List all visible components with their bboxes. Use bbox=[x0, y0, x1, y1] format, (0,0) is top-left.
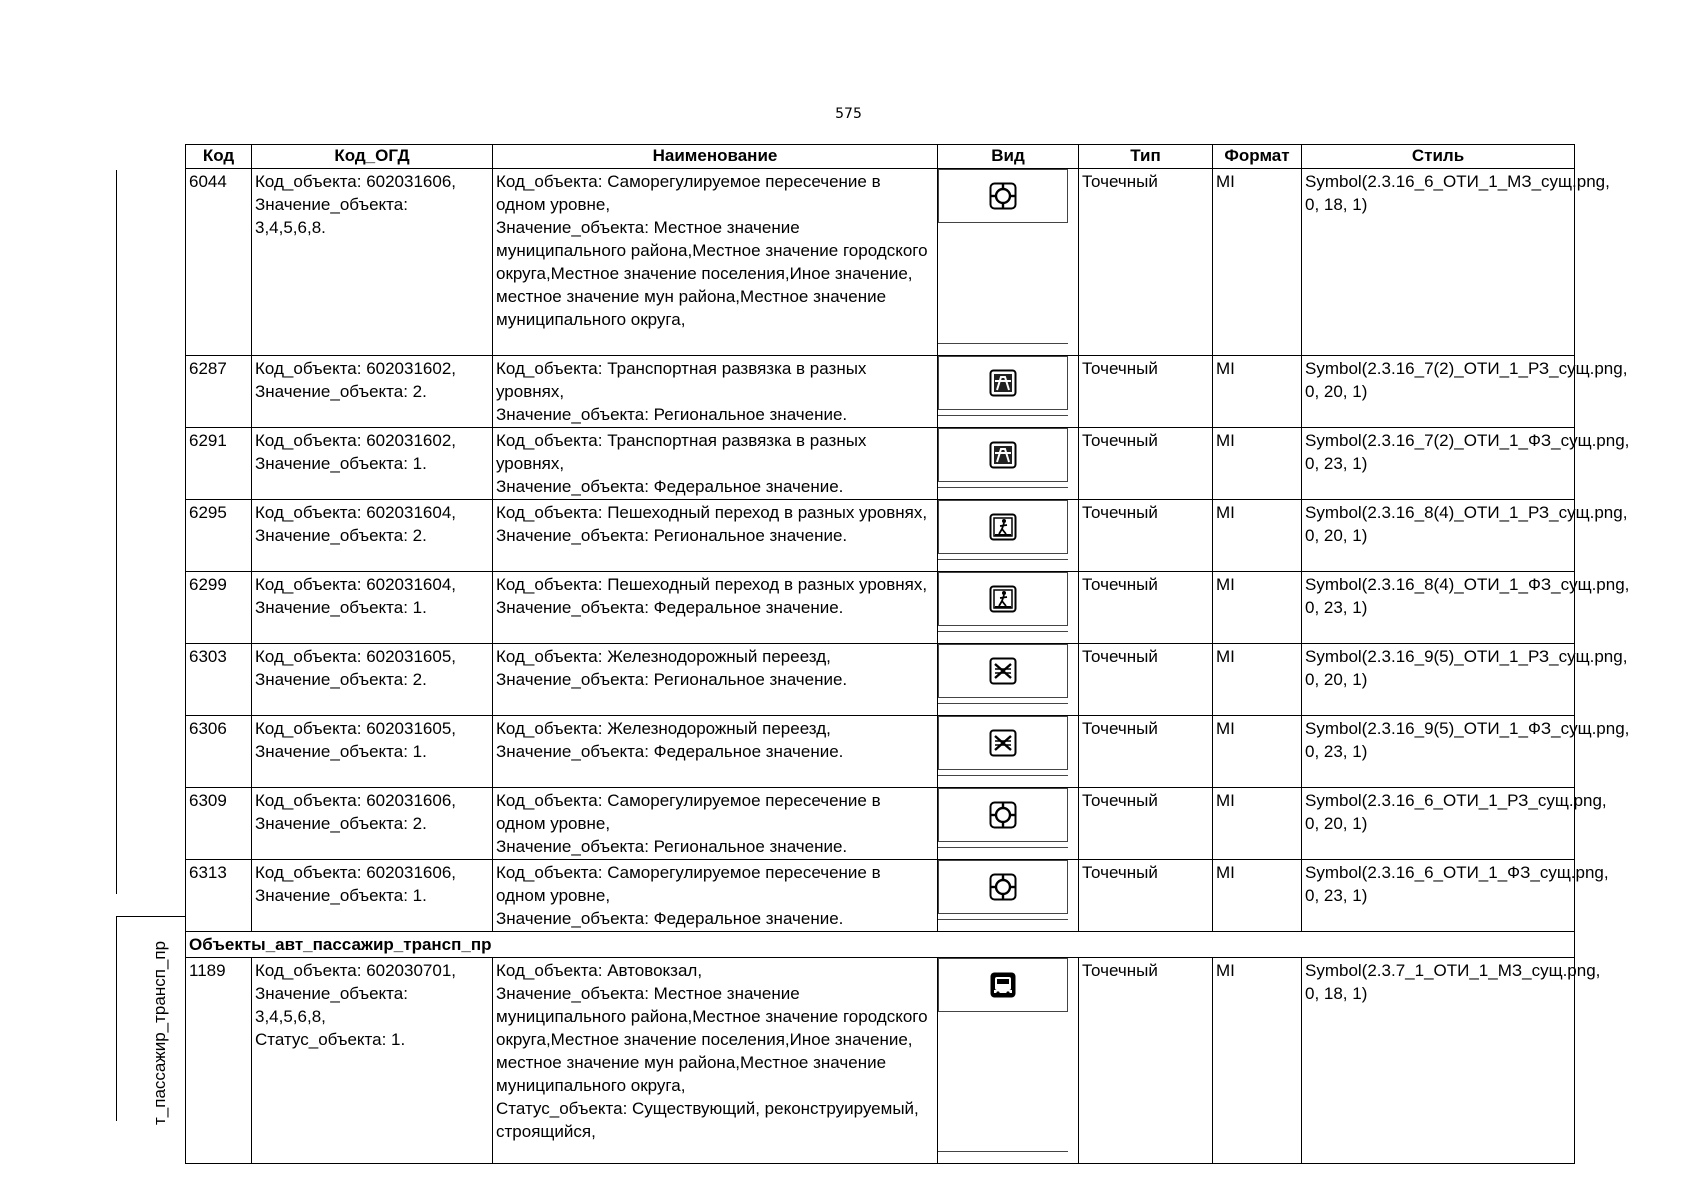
symbol-frame-divider bbox=[938, 775, 1068, 776]
table-row bbox=[186, 860, 1575, 932]
symbol-frame bbox=[938, 428, 1068, 482]
page-number: 575 bbox=[835, 106, 862, 122]
symbol-frame bbox=[938, 716, 1068, 770]
row-format: MI bbox=[1213, 716, 1302, 788]
roundabout-icon bbox=[989, 873, 1017, 901]
railway-crossing-icon bbox=[989, 657, 1017, 685]
col-header: Код bbox=[186, 145, 252, 169]
row-name: Код_объекта: Транспортная развязка в разных уровнях, Значение_объекта: Федеральное значение. bbox=[493, 428, 938, 500]
symbol-frame-divider bbox=[938, 847, 1068, 848]
symbol-frame-divider bbox=[938, 343, 1068, 344]
row-ogd: Код_объекта: 602031604, Значение_объекта: 1. bbox=[252, 572, 493, 644]
row-type: Точечный bbox=[1079, 788, 1213, 860]
row-view bbox=[938, 428, 1079, 500]
row-style: Symbol(2.3.16_6_ОТИ_1_ФЗ_сущ.png, 0, 23, 1) bbox=[1302, 860, 1575, 932]
symbol-frame bbox=[938, 860, 1068, 914]
symbol-frame bbox=[938, 572, 1068, 626]
row-format: MI bbox=[1213, 958, 1302, 1164]
row-type: Точечный bbox=[1079, 860, 1213, 932]
row-code: 6295 bbox=[186, 500, 252, 572]
table-row bbox=[186, 644, 1575, 716]
pedestrian-crossing-icon bbox=[989, 513, 1017, 541]
table-row bbox=[186, 356, 1575, 428]
table-row bbox=[186, 716, 1575, 788]
pedestrian-crossing-icon bbox=[989, 585, 1017, 613]
row-name: Код_объекта: Пешеходный переход в разных уровнях, Значение_объекта: Федеральное значение. bbox=[493, 572, 938, 644]
row-type: Точечный bbox=[1079, 644, 1213, 716]
row-style: Symbol(2.3.16_7(2)_ОТИ_1_РЗ_сущ.png, 0, 20, 1) bbox=[1302, 356, 1575, 428]
col-header: Формат bbox=[1213, 145, 1302, 169]
table-row bbox=[186, 572, 1575, 644]
row-name: Код_объекта: Железнодорожный переезд, Значение_объекта: Федеральное значение. bbox=[493, 716, 938, 788]
row-format: MI bbox=[1213, 860, 1302, 932]
col-header: Наименование bbox=[493, 145, 938, 169]
row-view bbox=[938, 572, 1079, 644]
row-type: Точечный bbox=[1079, 716, 1213, 788]
row-name: Код_объекта: Саморегулируемое пересечение в одном уровне, Значение_объекта: Федеральное значение. bbox=[493, 860, 938, 932]
row-format: MI bbox=[1213, 428, 1302, 500]
row-view bbox=[938, 644, 1079, 716]
row-ogd: Код_объекта: 602030701, Значение_объекта: 3,4,5,6,8, Статус_объекта: 1. bbox=[252, 958, 493, 1164]
row-ogd: Код_объекта: 602031605, Значение_объекта: 2. bbox=[252, 644, 493, 716]
col-header: Код_ОГД bbox=[252, 145, 493, 169]
row-style: Symbol(2.3.16_9(5)_ОТИ_1_РЗ_сущ.png, 0, 20, 1) bbox=[1302, 644, 1575, 716]
symbol-frame-divider bbox=[938, 1151, 1068, 1152]
railway-crossing-icon bbox=[989, 729, 1017, 757]
symbol-frame-divider bbox=[938, 703, 1068, 704]
symbol-frame bbox=[938, 958, 1068, 1012]
row-name: Код_объекта: Саморегулируемое пересечение в одном уровне, Значение_объекта: Региональное значение. bbox=[493, 788, 938, 860]
row-ogd: Код_объекта: 602031606, Значение_объекта: 3,4,5,6,8. bbox=[252, 169, 493, 356]
row-type: Точечный bbox=[1079, 572, 1213, 644]
group-header-row bbox=[186, 932, 1575, 958]
symbol-frame bbox=[938, 500, 1068, 554]
symbol-frame bbox=[938, 644, 1068, 698]
row-format: MI bbox=[1213, 644, 1302, 716]
row-name: Код_объекта: Железнодорожный переезд, Значение_объекта: Региональное значение. bbox=[493, 644, 938, 716]
row-style: Symbol(2.3.16_6_ОТИ_1_РЗ_сущ.png, 0, 20, 1) bbox=[1302, 788, 1575, 860]
row-code: 6313 bbox=[186, 860, 252, 932]
row-code: 6287 bbox=[186, 356, 252, 428]
symbol-frame bbox=[938, 788, 1068, 842]
row-code: 6309 bbox=[186, 788, 252, 860]
row-format: MI bbox=[1213, 169, 1302, 356]
table-header-row bbox=[186, 145, 1575, 169]
table-row bbox=[186, 958, 1575, 1164]
symbol-frame-divider bbox=[938, 919, 1068, 920]
row-ogd: Код_объекта: 602031605, Значение_объекта: 1. bbox=[252, 716, 493, 788]
row-name: Код_объекта: Автовокзал, Значение_объекта: Местное значение муниципального района,Местное значение городского округа,Местное значение поселения,Иное значение, местное значение мун района,Местное значение муниципального округа, Статус_объекта: Существующий, реконструируемый, строящийся, bbox=[493, 958, 938, 1164]
row-ogd: Код_объекта: 602031602, Значение_объекта: 1. bbox=[252, 428, 493, 500]
row-code: 1189 bbox=[186, 958, 252, 1164]
row-name: Код_объекта: Транспортная развязка в разных уровнях, Значение_объекта: Региональное значение. bbox=[493, 356, 938, 428]
roundabout-icon bbox=[989, 801, 1017, 829]
row-code: 6291 bbox=[186, 428, 252, 500]
row-name: Код_объекта: Пешеходный переход в разных уровнях, Значение_объекта: Региональное значение. bbox=[493, 500, 938, 572]
col-header: Тип bbox=[1079, 145, 1213, 169]
row-style: Symbol(2.3.16_6_ОТИ_1_МЗ_сущ.png, 0, 18, 1) bbox=[1302, 169, 1575, 356]
row-code: 6299 bbox=[186, 572, 252, 644]
row-code: 6044 bbox=[186, 169, 252, 356]
row-style: Symbol(2.3.16_8(4)_ОТИ_1_РЗ_сущ.png, 0, 20, 1) bbox=[1302, 500, 1575, 572]
row-type: Точечный bbox=[1079, 356, 1213, 428]
left-margin-rule bbox=[116, 170, 117, 894]
row-ogd: Код_объекта: 602031606, Значение_объекта: 2. bbox=[252, 788, 493, 860]
row-ogd: Код_объекта: 602031602, Значение_объекта: 2. bbox=[252, 356, 493, 428]
interchange-icon bbox=[989, 369, 1017, 397]
table-row bbox=[186, 500, 1575, 572]
roundabout-icon bbox=[989, 182, 1017, 210]
row-style: Symbol(2.3.16_8(4)_ОТИ_1_ФЗ_сущ.png, 0, 23, 1) bbox=[1302, 572, 1575, 644]
row-type: Точечный bbox=[1079, 958, 1213, 1164]
symbols-table bbox=[185, 144, 1630, 1164]
row-view bbox=[938, 169, 1079, 356]
col-header: Стиль bbox=[1302, 145, 1575, 169]
row-view bbox=[938, 500, 1079, 572]
row-format: MI bbox=[1213, 788, 1302, 860]
row-view bbox=[938, 356, 1079, 428]
row-ogd: Код_объекта: 602031606, Значение_объекта: 1. bbox=[252, 860, 493, 932]
row-format: MI bbox=[1213, 500, 1302, 572]
group-title: Объекты_авт_пассажир_трансп_пр bbox=[186, 932, 1575, 958]
symbol-frame bbox=[938, 356, 1068, 410]
row-format: MI bbox=[1213, 572, 1302, 644]
side-section-label: т_пассажир_трансп_пр bbox=[150, 940, 169, 1125]
col-header: Вид bbox=[938, 145, 1079, 169]
symbol-frame-divider bbox=[938, 487, 1068, 488]
row-style: Symbol(2.3.16_9(5)_ОТИ_1_ФЗ_сущ.png, 0, 23, 1) bbox=[1302, 716, 1575, 788]
row-format: MI bbox=[1213, 356, 1302, 428]
row-code: 6303 bbox=[186, 644, 252, 716]
row-ogd: Код_объекта: 602031604, Значение_объекта: 2. bbox=[252, 500, 493, 572]
row-type: Точечный bbox=[1079, 500, 1213, 572]
row-name: Код_объекта: Саморегулируемое пересечение в одном уровне, Значение_объекта: Местное значение муниципального района,Местное значение городского округа,Местное значение поселения,Иное значение, местное значение мун района,Местное значение муниципального округа, bbox=[493, 169, 938, 356]
row-type: Точечный bbox=[1079, 428, 1213, 500]
bus-station-icon bbox=[989, 971, 1017, 999]
row-view bbox=[938, 860, 1079, 932]
row-type: Точечный bbox=[1079, 169, 1213, 356]
symbol-frame-divider bbox=[938, 559, 1068, 560]
table-row bbox=[186, 169, 1575, 356]
row-view bbox=[938, 716, 1079, 788]
table-row bbox=[186, 428, 1575, 500]
row-style: Symbol(2.3.16_7(2)_ОТИ_1_ФЗ_сущ.png, 0, 23, 1) bbox=[1302, 428, 1575, 500]
row-style: Symbol(2.3.7_1_ОТИ_1_МЗ_сущ.png, 0, 18, 1) bbox=[1302, 958, 1575, 1164]
symbol-frame-divider bbox=[938, 415, 1068, 416]
interchange-icon bbox=[989, 441, 1017, 469]
symbol-frame-divider bbox=[938, 631, 1068, 632]
row-code: 6306 bbox=[186, 716, 252, 788]
table-row bbox=[186, 788, 1575, 860]
row-view bbox=[938, 958, 1079, 1164]
symbol-frame bbox=[938, 169, 1068, 223]
row-view bbox=[938, 788, 1079, 860]
